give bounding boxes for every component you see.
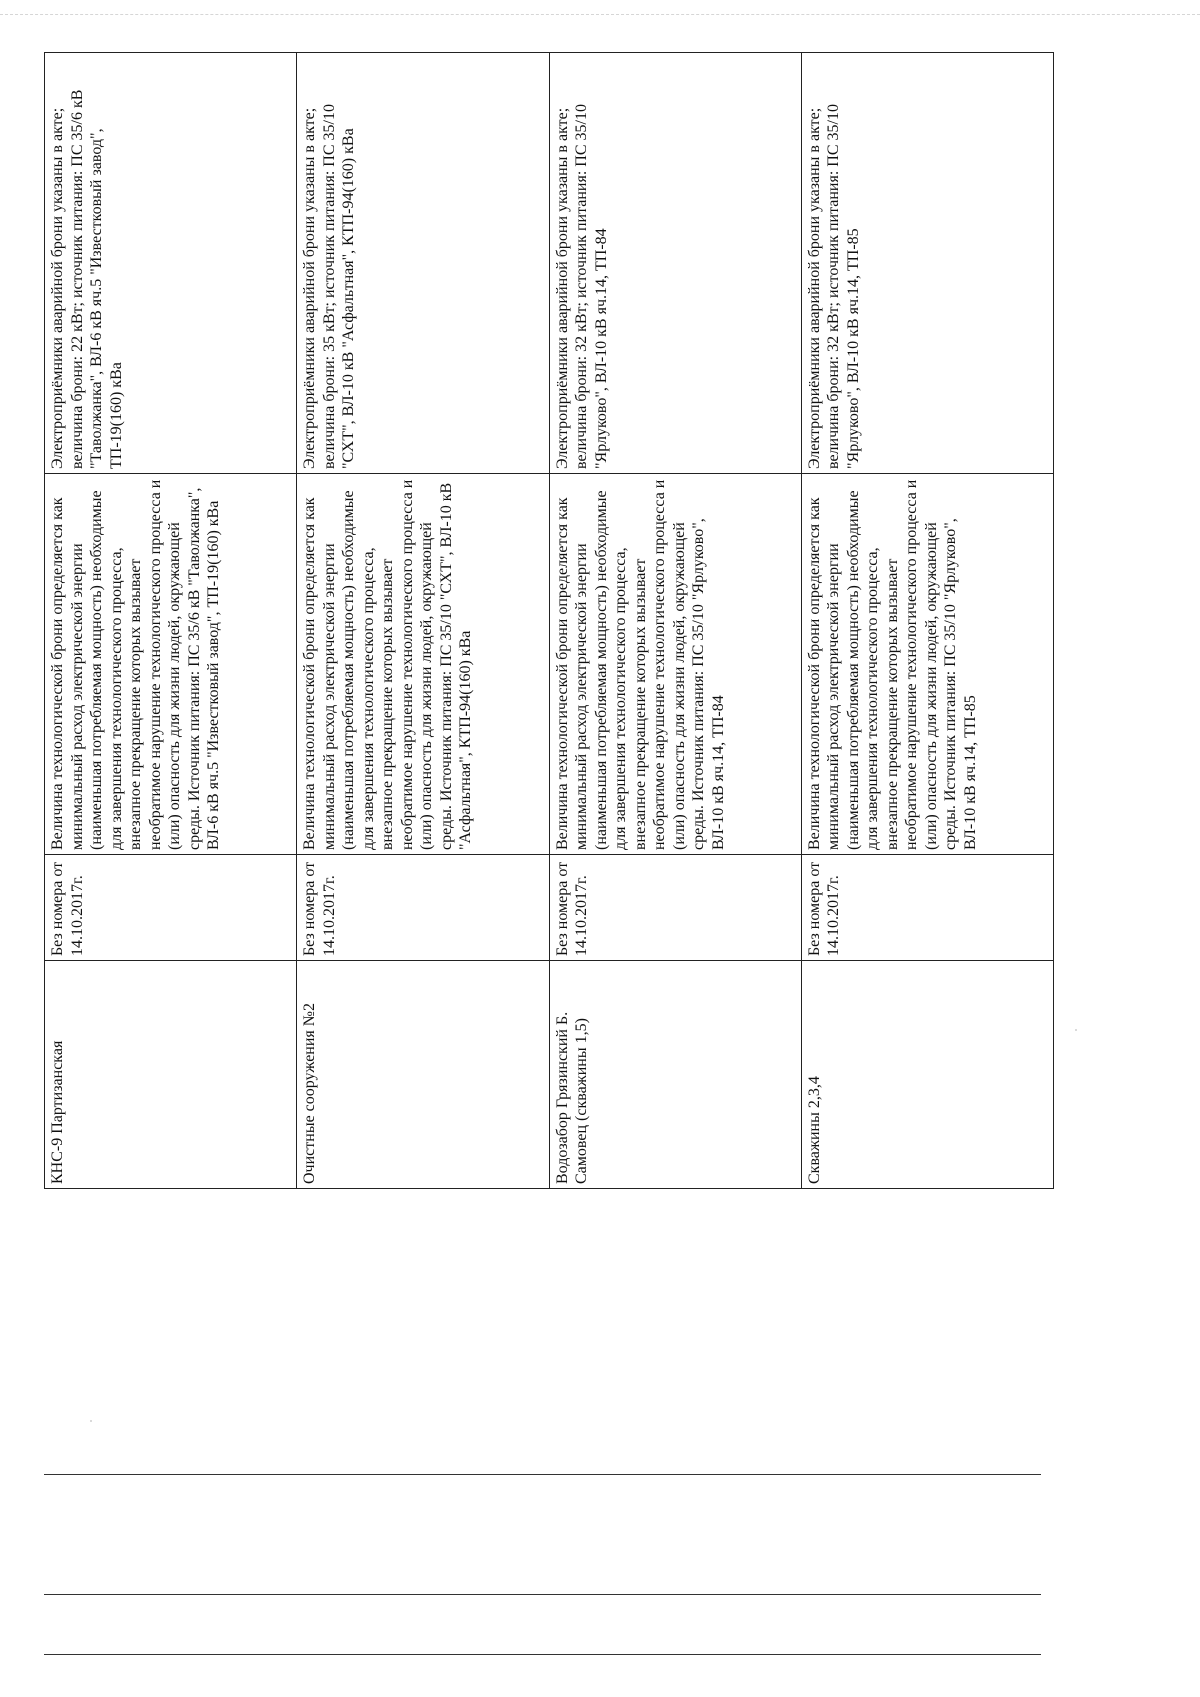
object-name-cell: Водозабор Грязинский Б. Самовец (скважины 1,5) [549, 961, 801, 1189]
scan-top-edge [0, 14, 1200, 15]
table-row [45, 53, 297, 1189]
act-date-cell: Без номера от 14.10.2017г. [45, 855, 297, 961]
emergency-reserve-cell: Электроприёмники аварийной брони указаны в акте; величина брони: 22 кВт; источник питания: ПС 35/6 кВ "Таволжанка", ВЛ-6 кВ яч.5 "Известковый завод", ТП-19(160) кВа [45, 53, 297, 474]
table-row [549, 53, 801, 1189]
emergency-reserve-cell: Электроприёмники аварийной брони указаны в акте; величина брони: 35 кВт; источник питания: ПС 35/10 "СХТ", ВЛ-10 кВ "Асфальтная", КТП-94(160) кВа [297, 53, 549, 474]
emergency-reserve-cell: Электроприёмники аварийной брони указаны в акте; величина брони: 32 кВт; источник питания: ПС 35/10 "Ярлуково", ВЛ-10 кВ яч.14, ТП-84 [549, 53, 801, 474]
object-name-cell: Очистные сооружения №2 [297, 961, 549, 1189]
table-row [297, 53, 549, 1189]
scan-speck [1075, 1029, 1077, 1031]
signature-line [44, 1654, 1041, 1655]
signature-line [44, 1474, 1041, 1475]
signature-line [44, 1594, 1041, 1595]
act-date-cell: Без номера от 14.10.2017г. [549, 855, 801, 961]
act-date-cell: Без номера от 14.10.2017г. [801, 855, 1053, 961]
tech-reserve-cell: Величина технологической брони определяется как минимальный расход электрической энергии (наименьшая потребляемая мощность) необходимые для завершения технологического процесса, внезапное прекращение которых вызывает необратимое нарушение технологического процесса и (или) опасность для жизни людей, окружающей среды. Источник питания: ПС 35/10 "СХТ", ВЛ-10 кВ "Асфальтная", КТП-94(160) кВа [297, 474, 549, 855]
tech-reserve-cell: Величина технологической брони определяется как минимальный расход электрической энергии (наименьшая потребляемая мощность) необходимые для завершения технологического процесса, внезапное прекращение которых вызывает необратимое нарушение технологического процесса и (или) опасность для жизни людей, окружающей среды. Источник питания: ПС 35/6 кВ "Таволжанка", ВЛ-6 кВ яч.5 "Известковый завод", ТП-19(160) кВа [45, 474, 297, 855]
rotated-page [44, 53, 1054, 1189]
emergency-reserve-cell: Электроприёмники аварийной брони указаны в акте; величина брони: 32 кВт; источник питания: ПС 35/10 "Ярлуково", ВЛ-10 кВ яч.14, ТП-85 [801, 53, 1053, 474]
scan-speck [90, 1420, 92, 1422]
object-name-cell: КНС-9 Партизанская [45, 961, 297, 1189]
reserve-table [44, 52, 1054, 1189]
tech-reserve-cell: Величина технологической брони определяется как минимальный расход электрической энергии (наименьшая потребляемая мощность) необходимые для завершения технологического процесса, внезапное прекращение которых вызывает необратимое нарушение технологического процесса и (или) опасность для жизни людей, окружающей среды. Источник питания: ПС 35/10 "Ярлуково", ВЛ-10 кВ яч.14, ТП-84 [549, 474, 801, 855]
act-date-cell: Без номера от 14.10.2017г. [297, 855, 549, 961]
table-row [801, 53, 1053, 1189]
tech-reserve-cell: Величина технологической брони определяется как минимальный расход электрической энергии (наименьшая потребляемая мощность) необходимые для завершения технологического процесса, внезапное прекращение которых вызывает необратимое нарушение технологического процесса и (или) опасность для жизни людей, окружающей среды. Источник питания: ПС 35/10 "Ярлуково", ВЛ-10 кВ яч.14, ТП-85 [801, 474, 1053, 855]
object-name-cell: Скважины 2,3,4 [801, 961, 1053, 1189]
